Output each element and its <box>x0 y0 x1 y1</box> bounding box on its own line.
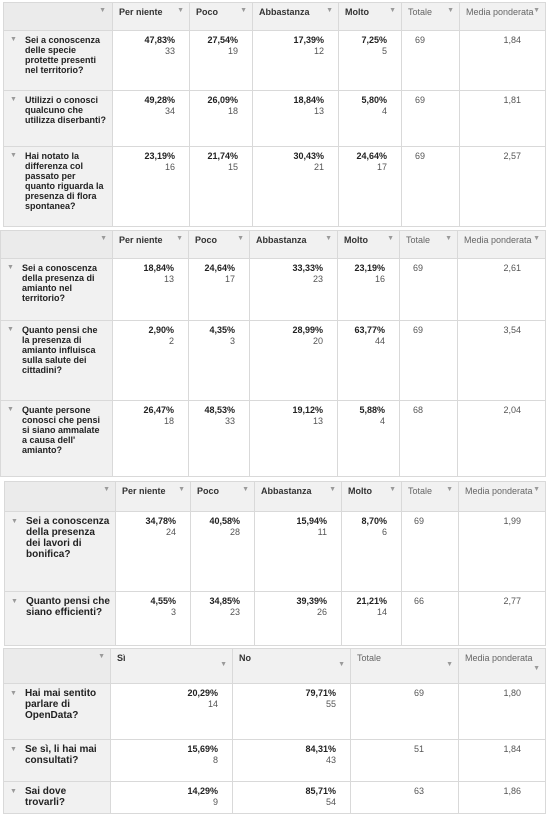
chevron-down-icon[interactable]: ▼ <box>7 406 14 413</box>
col-header-label: Poco <box>197 486 220 496</box>
question-text: Se sì, li hai mai consultati? <box>25 744 97 766</box>
table-row <box>4 91 546 147</box>
col-header-label: Poco <box>195 235 218 245</box>
total-cell: 69 <box>400 259 458 321</box>
chevron-down-icon[interactable]: ▼ <box>11 598 18 605</box>
count-value: 34 <box>164 106 175 116</box>
count-value: 54 <box>325 797 336 807</box>
col-header[interactable] <box>400 231 458 259</box>
value-cell <box>191 512 255 592</box>
percent-value: 85,71% <box>305 786 336 796</box>
chevron-down-icon[interactable]: ▼ <box>7 326 14 333</box>
count-value: 18 <box>227 106 238 116</box>
col-header-label: Per niente <box>119 7 163 17</box>
count-value: 16 <box>374 274 385 284</box>
total-cell: 69 <box>402 31 460 91</box>
count-value: 15 <box>227 162 238 172</box>
count-value: 2 <box>168 336 174 346</box>
total-cell: 66 <box>402 592 459 646</box>
percent-value: 63,77% <box>354 325 385 335</box>
col-header[interactable] <box>351 649 459 684</box>
total-cell: 51 <box>351 740 459 782</box>
percent-value: 47,83% <box>144 35 175 45</box>
weighted-average-cell: 1,81 <box>460 91 546 147</box>
count-value: 14 <box>207 699 218 709</box>
percent-value: 39,39% <box>296 596 327 606</box>
survey-table-3 <box>4 481 546 646</box>
question-cell[interactable] <box>1 321 113 401</box>
chevron-down-icon[interactable]: ▼ <box>7 264 14 271</box>
table-row <box>1 321 546 401</box>
total-cell: 69 <box>402 512 459 592</box>
value-cell <box>190 91 253 147</box>
percent-value: 33,33% <box>292 263 323 273</box>
percent-value: 84,31% <box>305 744 336 754</box>
value-cell <box>338 321 400 401</box>
weighted-average-cell: 3,54 <box>458 321 546 401</box>
col-header[interactable] <box>459 482 546 512</box>
count-value: 26 <box>316 607 327 617</box>
weighted-average-cell: 2,77 <box>459 592 546 646</box>
value-cell <box>233 740 351 782</box>
question-cell[interactable] <box>5 592 116 646</box>
count-value: 44 <box>374 336 385 346</box>
question-text: Sei a conoscenza della presenza di amianto nel territorio? <box>22 263 98 303</box>
total-cell: 69 <box>402 147 460 227</box>
col-header[interactable] <box>191 482 255 512</box>
question-cell[interactable] <box>4 147 113 227</box>
col-header-label: Abbastanza <box>261 486 312 496</box>
value-cell <box>233 684 351 740</box>
col-header[interactable] <box>460 3 546 31</box>
table-row <box>5 592 546 646</box>
percent-value: 7,25% <box>361 35 387 45</box>
value-cell <box>113 321 189 401</box>
percent-value: 24,64% <box>356 151 387 161</box>
chevron-down-icon[interactable]: ▼ <box>338 661 345 668</box>
value-cell <box>255 512 342 592</box>
percent-value: 23,19% <box>144 151 175 161</box>
value-cell <box>250 259 338 321</box>
table-row <box>1 401 546 477</box>
col-header-label: Media ponderata <box>464 235 532 245</box>
value-cell <box>253 31 339 91</box>
value-cell <box>339 91 402 147</box>
chevron-down-icon[interactable]: ▼ <box>389 7 396 14</box>
count-value: 20 <box>312 336 323 346</box>
value-cell <box>250 401 338 477</box>
question-text: Sei a conoscenza della presenza dei lavori di bonifica? <box>26 516 110 560</box>
col-header-label: Totale <box>406 235 431 245</box>
percent-value: 24,64% <box>204 263 235 273</box>
chevron-down-icon[interactable]: ▼ <box>10 746 17 753</box>
row-header-corner[interactable] <box>5 482 116 512</box>
survey-table-1 <box>3 2 546 227</box>
value-cell <box>189 259 250 321</box>
count-value: 12 <box>313 46 324 56</box>
question-cell[interactable] <box>1 401 113 477</box>
chevron-down-icon[interactable]: ▼ <box>100 235 107 242</box>
survey-table-2 <box>0 230 546 477</box>
question-cell[interactable] <box>4 740 111 782</box>
total-cell: 63 <box>351 782 459 814</box>
col-header-label: Media ponderata <box>465 653 533 663</box>
chevron-down-icon[interactable]: ▼ <box>98 653 105 660</box>
col-header-label: No <box>239 653 251 663</box>
count-value: 13 <box>163 274 174 284</box>
value-cell <box>190 147 253 227</box>
count-value: 8 <box>212 755 218 765</box>
value-cell <box>113 147 190 227</box>
col-header-label: Totale <box>357 653 382 663</box>
col-header[interactable] <box>402 3 460 31</box>
chevron-down-icon[interactable]: ▼ <box>177 7 184 14</box>
col-header-label: Abbastanza <box>256 235 307 245</box>
question-text: Sei a conoscenza delle specie protette presenti nel territorio? <box>25 35 101 75</box>
count-value: 9 <box>212 797 218 807</box>
chevron-down-icon[interactable]: ▼ <box>329 486 336 493</box>
count-value: 13 <box>312 416 323 426</box>
col-header[interactable] <box>339 3 402 31</box>
weighted-average-cell: 2,57 <box>460 147 546 227</box>
count-value: 17 <box>376 162 387 172</box>
percent-value: 23,19% <box>354 263 385 273</box>
value-cell <box>253 91 339 147</box>
col-header[interactable] <box>190 3 253 31</box>
percent-value: 5,88% <box>359 405 385 415</box>
value-cell <box>233 782 351 814</box>
question-cell[interactable] <box>5 512 116 592</box>
chevron-down-icon[interactable]: ▼ <box>10 152 17 159</box>
count-value: 6 <box>381 527 387 537</box>
count-value: 13 <box>313 106 324 116</box>
question-cell[interactable] <box>4 782 111 814</box>
question-cell[interactable] <box>1 259 113 321</box>
chevron-down-icon[interactable]: ▼ <box>325 235 332 242</box>
chevron-down-icon[interactable]: ▼ <box>533 665 540 672</box>
count-value: 4 <box>381 106 387 116</box>
col-header-label: Totale <box>408 7 433 17</box>
col-header[interactable] <box>250 231 338 259</box>
col-header-label: Media ponderata <box>466 7 534 17</box>
count-value: 17 <box>224 274 235 284</box>
percent-value: 8,70% <box>361 516 387 526</box>
chevron-down-icon[interactable]: ▼ <box>533 7 540 14</box>
value-cell <box>338 401 400 477</box>
percent-value: 2,90% <box>148 325 174 335</box>
chevron-down-icon[interactable]: ▼ <box>10 788 17 795</box>
question-cell[interactable] <box>4 91 113 147</box>
count-value: 14 <box>376 607 387 617</box>
count-value: 19 <box>227 46 238 56</box>
percent-value: 15,94% <box>296 516 327 526</box>
total-cell: 69 <box>400 321 458 401</box>
col-header-label: Molto <box>348 486 372 496</box>
chevron-down-icon[interactable]: ▼ <box>446 661 453 668</box>
row-header-corner[interactable] <box>1 231 113 259</box>
count-value: 4 <box>379 416 385 426</box>
percent-value: 40,58% <box>209 516 240 526</box>
question-text: Utilizzi o conosci qualcuno che utilizza diserbanti? <box>25 95 107 125</box>
percent-value: 21,21% <box>356 596 387 606</box>
value-cell <box>111 684 233 740</box>
question-text: Sai dove trovarli? <box>25 786 67 808</box>
col-header[interactable] <box>233 649 351 684</box>
value-cell <box>253 147 339 227</box>
col-header-label: Molto <box>344 235 368 245</box>
percent-value: 79,71% <box>305 688 336 698</box>
value-cell <box>113 259 189 321</box>
percent-value: 30,43% <box>293 151 324 161</box>
table-row <box>4 782 546 814</box>
count-value: 55 <box>325 699 336 709</box>
count-value: 33 <box>164 46 175 56</box>
col-header-label: Media ponderata <box>465 486 533 496</box>
count-value: 23 <box>229 607 240 617</box>
count-value: 21 <box>313 162 324 172</box>
col-header-label: Poco <box>196 7 219 17</box>
percent-value: 27,54% <box>207 35 238 45</box>
chevron-down-icon[interactable]: ▼ <box>242 486 249 493</box>
value-cell <box>111 740 233 782</box>
value-cell <box>116 592 191 646</box>
percent-value: 4,35% <box>209 325 235 335</box>
value-cell <box>339 147 402 227</box>
count-value: 18 <box>163 416 174 426</box>
question-cell[interactable] <box>4 684 111 740</box>
col-header[interactable] <box>113 231 189 259</box>
col-header[interactable] <box>255 482 342 512</box>
value-cell <box>116 512 191 592</box>
percent-value: 5,80% <box>361 95 387 105</box>
chevron-down-icon[interactable]: ▼ <box>240 7 247 14</box>
chevron-down-icon[interactable]: ▼ <box>220 661 227 668</box>
chevron-down-icon[interactable]: ▼ <box>446 486 453 493</box>
col-header[interactable] <box>459 649 546 684</box>
chevron-down-icon[interactable]: ▼ <box>447 7 454 14</box>
count-value: 24 <box>165 527 176 537</box>
count-value: 3 <box>229 336 235 346</box>
weighted-average-cell: 1,84 <box>460 31 546 91</box>
col-header[interactable] <box>253 3 339 31</box>
count-value: 5 <box>381 46 387 56</box>
chevron-down-icon[interactable]: ▼ <box>326 7 333 14</box>
count-value: 23 <box>312 274 323 284</box>
weighted-average-cell: 1,86 <box>459 782 546 814</box>
chevron-down-icon[interactable]: ▼ <box>176 235 183 242</box>
percent-value: 19,12% <box>292 405 323 415</box>
table-row <box>5 512 546 592</box>
percent-value: 20,29% <box>187 688 218 698</box>
percent-value: 26,09% <box>207 95 238 105</box>
weighted-average-cell: 2,04 <box>458 401 546 477</box>
chevron-down-icon[interactable]: ▼ <box>533 486 540 493</box>
table-row <box>4 684 546 740</box>
count-value: 33 <box>224 416 235 426</box>
question-text: Hai notato la differenza col passato per quanto riguarda la presenza di flora spontanea? <box>25 151 104 211</box>
col-header[interactable] <box>342 482 402 512</box>
question-text: Hai mai sentito parlare di OpenData? <box>25 688 97 721</box>
value-cell <box>113 401 189 477</box>
chevron-down-icon[interactable]: ▼ <box>10 36 17 43</box>
count-value: 43 <box>325 755 336 765</box>
table-row <box>4 31 546 91</box>
question-text: Quanto pensi che la presenza di amianto influisca sulla salute dei cittadini? <box>22 325 98 375</box>
percent-value: 18,84% <box>143 263 174 273</box>
chevron-down-icon[interactable]: ▼ <box>387 235 394 242</box>
col-header[interactable] <box>113 3 190 31</box>
col-header[interactable] <box>338 231 400 259</box>
chevron-down-icon[interactable]: ▼ <box>11 518 18 525</box>
col-header[interactable] <box>458 231 546 259</box>
col-header-label: Sì <box>117 653 126 663</box>
col-header[interactable] <box>116 482 191 512</box>
question-text: Quanto pensi che siano efficienti? <box>26 596 110 618</box>
value-cell <box>342 512 402 592</box>
percent-value: 4,55% <box>150 596 176 606</box>
row-header-corner[interactable] <box>4 649 111 684</box>
value-cell <box>255 592 342 646</box>
row-header-corner[interactable] <box>4 3 113 31</box>
col-header-label: Totale <box>408 486 433 496</box>
total-cell: 69 <box>351 684 459 740</box>
count-value: 11 <box>317 527 327 537</box>
count-value: 28 <box>229 527 240 537</box>
percent-value: 28,99% <box>292 325 323 335</box>
value-cell <box>189 321 250 401</box>
percent-value: 48,53% <box>204 405 235 415</box>
col-header-label: Per niente <box>122 486 166 496</box>
col-header[interactable] <box>189 231 250 259</box>
percent-value: 14,29% <box>187 786 218 796</box>
chevron-down-icon[interactable]: ▼ <box>10 96 17 103</box>
percent-value: 17,39% <box>293 35 324 45</box>
chevron-down-icon[interactable]: ▼ <box>99 7 106 14</box>
chevron-down-icon[interactable]: ▼ <box>389 486 396 493</box>
value-cell <box>342 592 402 646</box>
percent-value: 18,84% <box>293 95 324 105</box>
weighted-average-cell: 1,80 <box>459 684 546 740</box>
total-cell: 69 <box>402 91 460 147</box>
col-header-label: Abbastanza <box>259 7 310 17</box>
col-header-label: Per niente <box>119 235 163 245</box>
chevron-down-icon[interactable]: ▼ <box>237 235 244 242</box>
value-cell <box>190 31 253 91</box>
weighted-average-cell: 1,99 <box>459 512 546 592</box>
table-row <box>1 259 546 321</box>
chevron-down-icon[interactable]: ▼ <box>533 235 540 242</box>
survey-table-4 <box>3 648 546 814</box>
weighted-average-cell: 1,84 <box>459 740 546 782</box>
col-header-label: Molto <box>345 7 369 17</box>
table-row <box>4 740 546 782</box>
value-cell <box>338 259 400 321</box>
col-header[interactable] <box>111 649 233 684</box>
chevron-down-icon[interactable]: ▼ <box>103 486 110 493</box>
value-cell <box>111 782 233 814</box>
chevron-down-icon[interactable]: ▼ <box>10 690 17 697</box>
total-cell: 68 <box>400 401 458 477</box>
percent-value: 21,74% <box>207 151 238 161</box>
value-cell <box>113 31 190 91</box>
value-cell <box>113 91 190 147</box>
chevron-down-icon[interactable]: ▼ <box>445 235 452 242</box>
percent-value: 34,78% <box>145 516 176 526</box>
count-value: 3 <box>170 607 176 617</box>
percent-value: 15,69% <box>187 744 218 754</box>
question-text: Quante persone conosci che pensi si siano ammalate a causa dell' amianto? <box>22 405 101 455</box>
weighted-average-cell: 2,61 <box>458 259 546 321</box>
count-value: 16 <box>164 162 175 172</box>
percent-value: 34,85% <box>209 596 240 606</box>
percent-value: 49,28% <box>144 95 175 105</box>
question-cell[interactable] <box>4 31 113 91</box>
value-cell <box>191 592 255 646</box>
percent-value: 26,47% <box>143 405 174 415</box>
value-cell <box>339 31 402 91</box>
value-cell <box>189 401 250 477</box>
table-row <box>4 147 546 227</box>
value-cell <box>250 321 338 401</box>
col-header[interactable] <box>402 482 459 512</box>
chevron-down-icon[interactable]: ▼ <box>178 486 185 493</box>
